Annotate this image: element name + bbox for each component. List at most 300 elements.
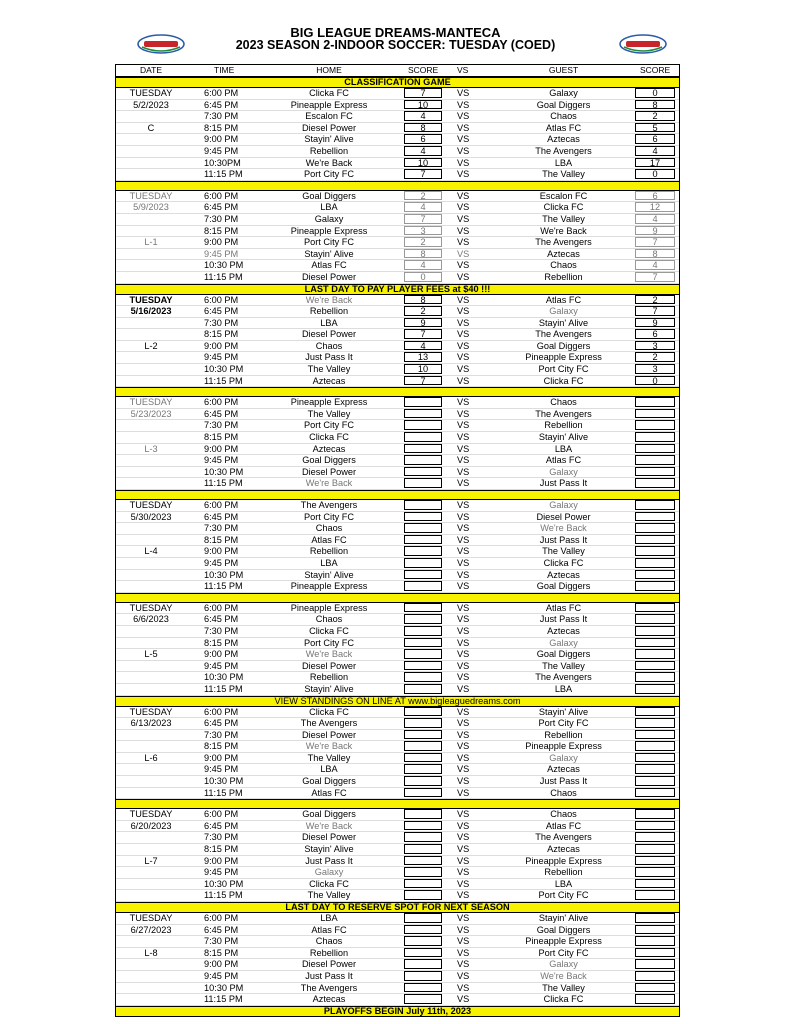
vs-label: VS xyxy=(457,741,470,752)
home-score xyxy=(404,707,442,717)
guest-score xyxy=(635,741,675,751)
game-row xyxy=(116,867,679,879)
schedule-table xyxy=(115,64,680,1017)
vs-label: VS xyxy=(457,820,470,831)
guest-team: Goal Diggers xyxy=(536,99,591,110)
home-team: Rebellion xyxy=(309,306,349,317)
vs-label: VS xyxy=(457,534,470,545)
game-time: 9:45 PM xyxy=(204,145,239,156)
home-score xyxy=(404,558,442,568)
guest-score xyxy=(635,809,675,819)
guest-team: Clicka FC xyxy=(543,375,584,386)
vs-label: VS xyxy=(457,947,470,958)
vs-label: VS xyxy=(457,557,470,568)
game-row xyxy=(116,260,679,272)
game-time: 7:30 PM xyxy=(204,936,239,947)
home-score xyxy=(404,832,442,842)
game-row xyxy=(116,558,679,570)
home-score xyxy=(404,936,442,946)
guest-team: The Avengers xyxy=(535,237,592,248)
game-row xyxy=(116,821,679,833)
home-score xyxy=(404,638,442,648)
home-score: 2 xyxy=(404,306,442,316)
week-separator xyxy=(116,181,679,191)
game-row xyxy=(116,100,679,112)
game-time: 8:15 PM xyxy=(204,741,239,752)
vs-label: VS xyxy=(457,706,470,717)
home-score xyxy=(404,959,442,969)
game-row xyxy=(116,341,679,353)
guest-team: Just Pass It xyxy=(539,614,588,625)
home-score xyxy=(404,753,442,763)
col-score2-header: SCORE xyxy=(640,65,671,75)
game-time: 6:00 PM xyxy=(204,294,239,305)
game-row xyxy=(116,169,679,181)
game-row xyxy=(116,523,679,535)
col-score-header: SCORE xyxy=(408,65,439,75)
vs-label: VS xyxy=(457,625,470,636)
game-time: 8:15 PM xyxy=(204,947,239,958)
game-row xyxy=(116,478,679,490)
home-team: Aztecas xyxy=(312,375,346,386)
vs-label: VS xyxy=(457,718,470,729)
home-score xyxy=(404,913,442,923)
home-team: Pineapple Express xyxy=(290,99,368,110)
guest-team: Port City FC xyxy=(538,947,589,958)
game-row xyxy=(116,844,679,856)
guest-score xyxy=(635,867,675,877)
banner-notice: LAST DAY TO RESERVE SPOT FOR NEXT SEASON xyxy=(116,902,679,913)
home-score xyxy=(404,661,442,671)
game-date: C xyxy=(147,122,155,133)
guest-score xyxy=(635,444,675,454)
game-date: L-5 xyxy=(144,649,158,660)
game-date: 6/27/2023 xyxy=(130,924,172,935)
guest-team: Chaos xyxy=(550,809,577,820)
home-score xyxy=(404,684,442,694)
guest-team: Aztecas xyxy=(547,569,580,580)
guest-score xyxy=(635,397,675,407)
game-row xyxy=(116,444,679,456)
home-team: Rebellion xyxy=(309,546,349,557)
vs-label: VS xyxy=(457,683,470,694)
game-time: 10:30 PM xyxy=(204,672,244,683)
guest-team: Goal Diggers xyxy=(536,924,591,935)
week-separator xyxy=(116,799,679,809)
guest-team: Just Pass It xyxy=(539,478,588,489)
guest-team: Clicka FC xyxy=(543,202,584,213)
game-row xyxy=(116,134,679,146)
guest-score: 6 xyxy=(635,134,675,144)
game-row xyxy=(116,971,679,983)
guest-score xyxy=(635,500,675,510)
guest-team: Port City FC xyxy=(538,718,589,729)
home-team: Goal Diggers xyxy=(302,809,356,820)
home-score xyxy=(404,741,442,751)
guest-score: 5 xyxy=(635,123,675,133)
banner-notice: VIEW STANDINGS ON LINE AT www.bigleaguedreams.com xyxy=(116,696,679,707)
home-score xyxy=(404,890,442,900)
home-score: 7 xyxy=(404,169,442,179)
home-score: 8 xyxy=(404,249,442,259)
guest-score: 6 xyxy=(635,329,675,339)
vs-label: VS xyxy=(457,752,470,763)
home-team: Rebellion xyxy=(309,145,349,156)
vs-label: VS xyxy=(457,660,470,671)
guest-score xyxy=(635,661,675,671)
vs-label: VS xyxy=(457,614,470,625)
week-separator xyxy=(116,387,679,397)
game-time: 11:15 PM xyxy=(204,890,243,901)
game-time: 8:15 PM xyxy=(204,329,239,340)
game-time: 9:45 PM xyxy=(204,455,239,466)
game-time: 10:30 PM xyxy=(204,982,244,993)
game-row xyxy=(116,626,679,638)
game-time: 6:00 PM xyxy=(204,88,239,98)
home-team: Stayin' Alive xyxy=(304,134,354,145)
guest-team: We're Back xyxy=(540,225,587,236)
game-row xyxy=(116,741,679,753)
guest-team: The Avengers xyxy=(535,408,592,419)
home-score: 2 xyxy=(404,237,442,247)
home-score xyxy=(404,455,442,465)
game-row xyxy=(116,856,679,868)
home-score xyxy=(404,420,442,430)
guest-team: The Avengers xyxy=(535,329,592,340)
guest-score: 8 xyxy=(635,100,675,110)
vs-label: VS xyxy=(457,844,470,855)
guest-score xyxy=(635,546,675,556)
game-time: 6:00 PM xyxy=(204,913,239,923)
home-team: Aztecas xyxy=(312,443,346,454)
game-date: 5/30/2023 xyxy=(130,511,172,522)
game-time: 8:15 PM xyxy=(204,432,239,443)
guest-score xyxy=(635,535,675,545)
home-score xyxy=(404,925,442,935)
home-team: Chaos xyxy=(315,936,343,947)
guest-team: Rebellion xyxy=(544,420,583,431)
home-score xyxy=(404,444,442,454)
home-team: LBA xyxy=(320,913,338,923)
guest-team: LBA xyxy=(554,683,573,694)
home-team: We're Back xyxy=(305,294,353,305)
vs-label: VS xyxy=(457,145,470,156)
game-time: 11:15 PM xyxy=(204,787,243,798)
vs-label: VS xyxy=(457,122,470,133)
game-row xyxy=(116,202,679,214)
home-score xyxy=(404,948,442,958)
game-row xyxy=(116,409,679,421)
guest-team: Aztecas xyxy=(547,625,580,636)
game-time: 9:00 PM xyxy=(204,752,239,763)
guest-score xyxy=(635,983,675,993)
game-row xyxy=(116,913,679,925)
guest-score xyxy=(635,994,675,1004)
game-row xyxy=(116,226,679,238)
game-time: 6:45 PM xyxy=(204,820,239,831)
guest-score: 0 xyxy=(635,88,675,98)
home-team: The Avengers xyxy=(300,500,358,510)
home-team: The Valley xyxy=(307,408,351,419)
game-date: L-7 xyxy=(144,855,158,866)
guest-team: LBA xyxy=(554,157,573,168)
home-team: Atlas FC xyxy=(311,787,347,798)
guest-score xyxy=(635,948,675,958)
home-team: Atlas FC xyxy=(311,534,347,545)
home-team: Just Pass It xyxy=(305,970,353,981)
guest-score xyxy=(635,707,675,717)
guest-score xyxy=(635,959,675,969)
home-team: Stayin' Alive xyxy=(304,248,354,259)
game-row xyxy=(116,376,679,388)
guest-score xyxy=(635,856,675,866)
guest-team: Aztecas xyxy=(547,134,580,145)
home-team: Diesel Power xyxy=(301,466,357,477)
vs-label: VS xyxy=(457,581,470,592)
guest-team: We're Back xyxy=(540,970,587,981)
home-score xyxy=(404,478,442,488)
home-score xyxy=(404,983,442,993)
guest-team: We're Back xyxy=(540,523,587,534)
guest-team: Atlas FC xyxy=(545,294,582,305)
home-team: Rebellion xyxy=(309,947,349,958)
guest-team: Aztecas xyxy=(547,844,580,855)
home-score: 3 xyxy=(404,226,442,236)
guest-score: 0 xyxy=(635,376,675,386)
guest-score xyxy=(635,603,675,613)
game-row xyxy=(116,661,679,673)
game-row xyxy=(116,776,679,788)
home-team: Pineapple Express xyxy=(290,581,368,592)
home-team: Goal Diggers xyxy=(302,190,356,201)
game-row xyxy=(116,329,679,341)
game-date: TUESDAY xyxy=(129,706,173,717)
game-time: 9:00 PM xyxy=(204,134,239,145)
guest-team: Galaxy xyxy=(549,637,578,648)
guest-score xyxy=(635,420,675,430)
home-score: 7 xyxy=(404,88,442,98)
guest-team: Port City FC xyxy=(538,364,589,375)
guest-team: The Valley xyxy=(542,169,585,180)
game-time: 6:45 PM xyxy=(204,306,239,317)
game-time: 9:45 PM xyxy=(204,248,239,259)
game-row xyxy=(116,249,679,261)
guest-score: 4 xyxy=(635,146,675,156)
game-row xyxy=(116,672,679,684)
game-time: 6:45 PM xyxy=(204,718,239,729)
guest-score xyxy=(635,844,675,854)
col-home-header: HOME xyxy=(316,65,342,75)
banner-notice: CLASSIFICATION GAME xyxy=(116,77,679,88)
home-score xyxy=(404,649,442,659)
guest-team: Atlas FC xyxy=(545,122,582,133)
home-team: Clicka FC xyxy=(309,878,349,889)
guest-score: 2 xyxy=(635,352,675,362)
game-time: 11:15 PM xyxy=(204,581,243,592)
vs-label: VS xyxy=(457,787,470,798)
game-date: 6/6/2023 xyxy=(133,614,169,625)
game-row xyxy=(116,111,679,123)
guest-score xyxy=(635,936,675,946)
guest-score xyxy=(635,718,675,728)
vs-label: VS xyxy=(457,776,470,787)
guest-score xyxy=(635,788,675,798)
home-team: Pineapple Express xyxy=(290,397,368,408)
game-row xyxy=(116,500,679,512)
guest-score: 12 xyxy=(635,202,675,212)
home-score: 10 xyxy=(404,100,442,110)
guest-team: Atlas FC xyxy=(545,455,582,466)
guest-team: Galaxy xyxy=(549,959,578,970)
home-score xyxy=(404,570,442,580)
game-time: 9:00 PM xyxy=(204,340,239,351)
home-score xyxy=(404,523,442,533)
col-vs-header: VS xyxy=(457,65,469,75)
vs-label: VS xyxy=(457,169,470,180)
vs-label: VS xyxy=(457,466,470,477)
home-score: 6 xyxy=(404,134,442,144)
guest-score xyxy=(635,467,675,477)
guest-score xyxy=(635,753,675,763)
guest-team: Chaos xyxy=(550,787,577,798)
guest-team: Pineapple Express xyxy=(525,936,602,947)
game-date: TUESDAY xyxy=(129,397,173,408)
vs-label: VS xyxy=(457,397,470,408)
game-date: TUESDAY xyxy=(129,500,173,510)
game-row xyxy=(116,455,679,467)
home-score: 7 xyxy=(404,214,442,224)
guest-team: Stayin' Alive xyxy=(538,432,589,443)
game-time: 7:30 PM xyxy=(204,729,239,740)
game-time: 10:30 PM xyxy=(204,776,244,787)
home-score xyxy=(404,546,442,556)
guest-score xyxy=(635,523,675,533)
home-score: 10 xyxy=(404,364,442,374)
home-score xyxy=(404,626,442,636)
vs-label: VS xyxy=(457,420,470,431)
guest-score: 4 xyxy=(635,214,675,224)
guest-score xyxy=(635,614,675,624)
game-time: 10:30 PM xyxy=(204,364,244,375)
game-row xyxy=(116,581,679,593)
game-time: 7:30 PM xyxy=(204,832,239,843)
game-time: 8:15 PM xyxy=(204,122,239,133)
home-score xyxy=(404,809,442,819)
home-team: Atlas FC xyxy=(311,260,347,271)
home-team: Port City FC xyxy=(303,169,355,180)
game-row xyxy=(116,88,679,100)
game-time: 9:00 PM xyxy=(204,237,239,248)
game-row xyxy=(116,214,679,226)
game-row xyxy=(116,753,679,765)
guest-score: 7 xyxy=(635,272,675,282)
game-time: 6:45 PM xyxy=(204,202,239,213)
game-time: 6:45 PM xyxy=(204,614,239,625)
vs-label: VS xyxy=(457,890,470,901)
vs-label: VS xyxy=(457,764,470,775)
home-team: Diesel Power xyxy=(301,122,357,133)
home-score xyxy=(404,512,442,522)
vs-label: VS xyxy=(457,432,470,443)
guest-score xyxy=(635,821,675,831)
game-row xyxy=(116,272,679,284)
game-date: TUESDAY xyxy=(129,913,173,923)
vs-label: VS xyxy=(457,500,470,510)
home-team: We're Back xyxy=(305,741,353,752)
vs-label: VS xyxy=(457,913,470,923)
guest-team: Diesel Power xyxy=(536,511,591,522)
vs-label: VS xyxy=(457,729,470,740)
game-time: 11:15 PM xyxy=(204,169,243,180)
guest-team: Aztecas xyxy=(547,248,580,259)
game-row xyxy=(116,237,679,249)
game-row xyxy=(116,936,679,948)
vs-label: VS xyxy=(457,867,470,878)
game-time: 9:00 PM xyxy=(204,546,239,557)
vs-label: VS xyxy=(457,190,470,201)
game-date: 6/20/2023 xyxy=(130,820,172,831)
home-score xyxy=(404,581,442,591)
guest-score xyxy=(635,512,675,522)
home-score xyxy=(404,994,442,1004)
game-row xyxy=(116,603,679,615)
home-team: Clicka FC xyxy=(309,88,349,98)
game-row xyxy=(116,994,679,1006)
big-league-dreams-logo xyxy=(136,33,186,55)
vs-label: VS xyxy=(457,637,470,648)
home-team: Chaos xyxy=(315,614,343,625)
guest-team: Rebellion xyxy=(544,867,583,878)
guest-team: The Avengers xyxy=(535,832,592,843)
game-time: 6:00 PM xyxy=(204,397,239,408)
game-row xyxy=(116,649,679,661)
home-team: LBA xyxy=(320,317,338,328)
home-score xyxy=(404,764,442,774)
game-date: TUESDAY xyxy=(129,809,173,820)
home-team: We're Back xyxy=(305,478,353,489)
home-score xyxy=(404,535,442,545)
banner-notice: LAST DAY TO PAY PLAYER FEES at $40 !!! xyxy=(116,284,679,295)
vs-label: VS xyxy=(457,260,470,271)
guest-score: 7 xyxy=(635,237,675,247)
game-time: 6:00 PM xyxy=(204,706,239,717)
guest-score: 0 xyxy=(635,169,675,179)
home-score xyxy=(404,867,442,877)
home-team: Atlas FC xyxy=(311,924,347,935)
vs-label: VS xyxy=(457,306,470,317)
game-row xyxy=(116,948,679,960)
vs-label: VS xyxy=(457,317,470,328)
guest-score: 3 xyxy=(635,341,675,351)
home-team: Goal Diggers xyxy=(302,776,356,787)
home-score xyxy=(404,409,442,419)
home-team: Diesel Power xyxy=(301,959,357,970)
home-score: 4 xyxy=(404,111,442,121)
home-team: Port City FC xyxy=(303,420,355,431)
game-row xyxy=(116,764,679,776)
vs-label: VS xyxy=(457,832,470,843)
vs-label: VS xyxy=(457,511,470,522)
game-time: 7:30 PM xyxy=(204,523,239,534)
guest-score xyxy=(635,581,675,591)
game-row xyxy=(116,614,679,626)
home-team: The Valley xyxy=(307,890,351,901)
column-header-row xyxy=(116,65,679,77)
home-score: 13 xyxy=(404,352,442,362)
game-date: L-2 xyxy=(144,340,158,351)
vs-label: VS xyxy=(457,959,470,970)
col-time-header: TIME xyxy=(214,65,235,75)
